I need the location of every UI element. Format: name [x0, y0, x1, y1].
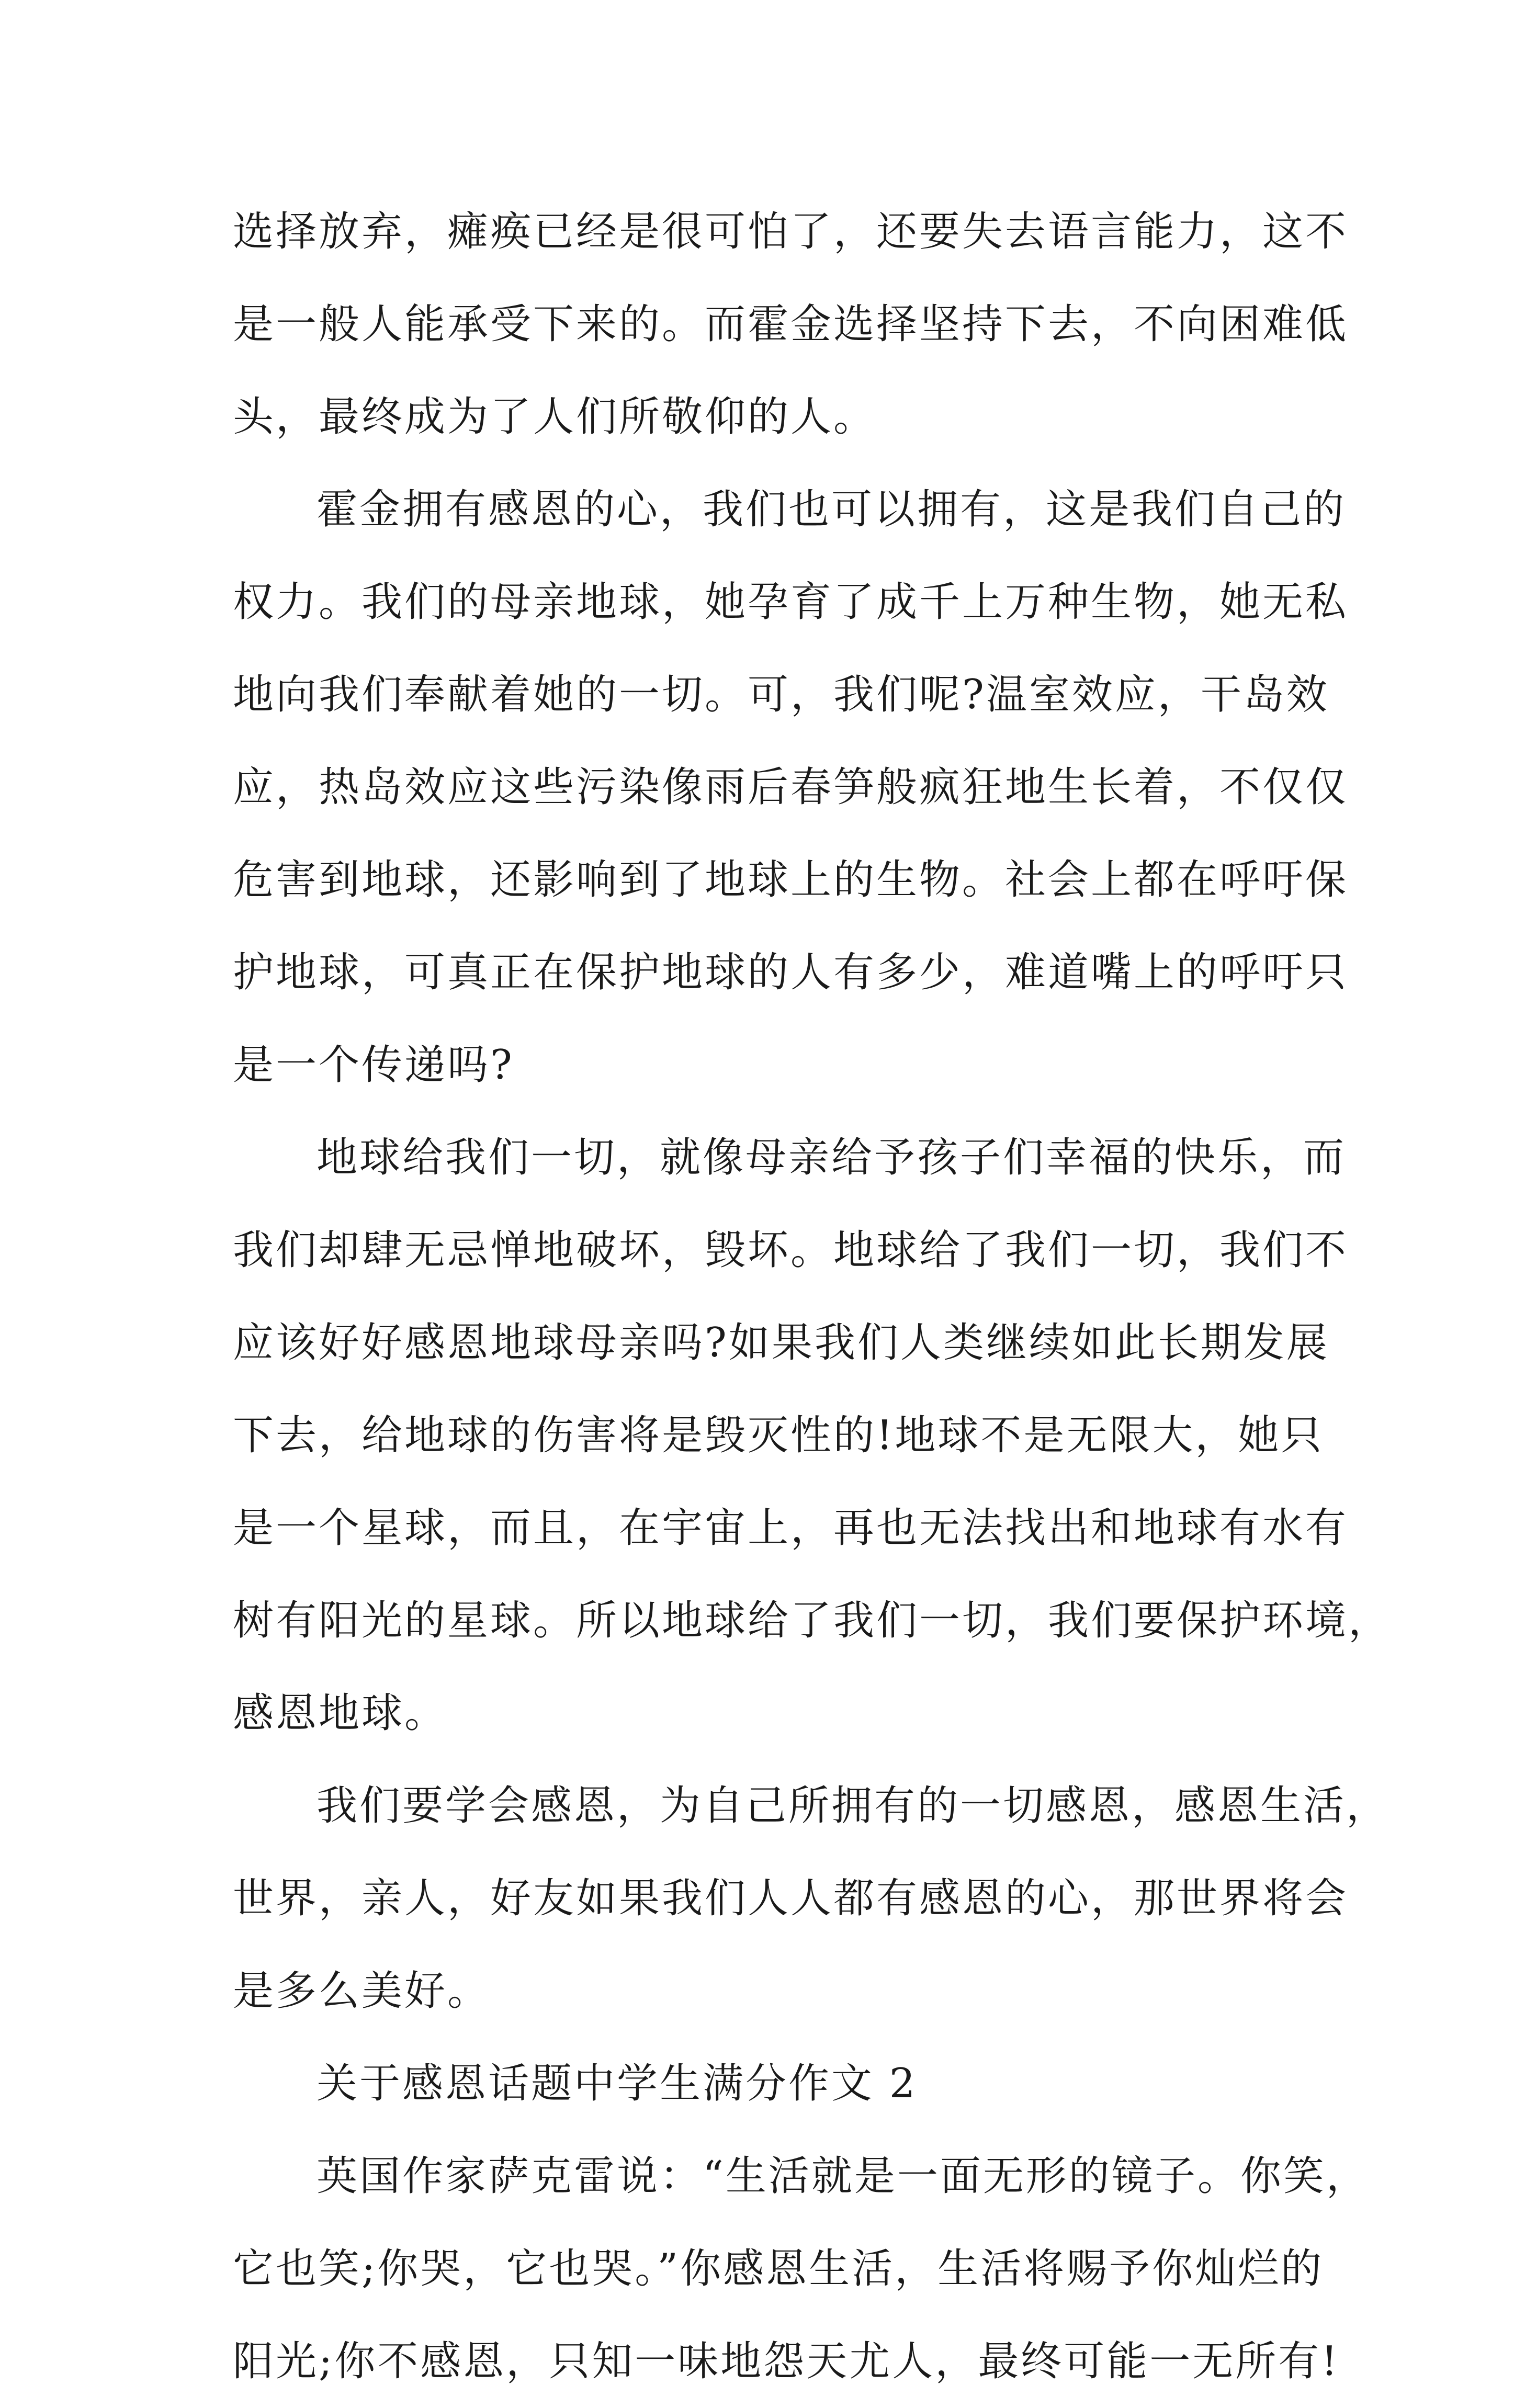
- text-line: 世界，亲人，好友如果我们人人都有感恩的心，那世界将会: [233, 1875, 1349, 1922]
- paragraph-first-line: 霍金拥有感恩的心，我们也可以拥有，这是我们自己的: [317, 486, 1347, 533]
- text-line: 危害到地球，还影响到了地球上的生物。社会上都在呼吁保: [233, 856, 1349, 903]
- text-line: 感恩地球。: [233, 1690, 448, 1737]
- text-line: 应，热岛效应这些污染像雨后春笋般疯狂地生长着，不仅仅: [233, 764, 1349, 811]
- text-line: 它也笑;你哭，它也哭。”你感恩生活，生活将赐予你灿烂的: [233, 2245, 1324, 2292]
- paragraph-first-line: 英国作家萨克雷说：“生活就是一面无形的镜子。你笑，: [317, 2153, 1369, 2200]
- text-line: 树有阳光的星球。所以地球给了我们一切，我们要保护环境，: [233, 1597, 1392, 1644]
- text-line: 是一个星球，而且，在宇宙上，再也无法找出和地球有水有: [233, 1505, 1349, 1552]
- text-line: 我们却肆无忌惮地破坏，毁坏。地球给了我们一切，我们不: [233, 1227, 1349, 1274]
- text-line: 是多么美好。: [233, 1968, 491, 2015]
- paragraph-first-line: 我们要学会感恩，为自己所拥有的一切感恩，感恩生活，: [317, 1782, 1389, 1829]
- text-line: 选择放弃，瘫痪已经是很可怕了，还要失去语言能力，这不: [233, 208, 1349, 255]
- text-line: 头，最终成为了人们所敬仰的人。: [233, 393, 877, 440]
- section-heading: 关于感恩话题中学生满分作文 2: [317, 2060, 918, 2107]
- text-line: 权力。我们的母亲地球，她孕育了成千上万种生物，她无私: [233, 579, 1349, 626]
- text-line: 是一般人能承受下来的。而霍金选择坚持下去，不向困难低: [233, 301, 1349, 348]
- document-body: [233, 186, 1392, 2408]
- text-line: 阳光;你不感恩，只知一味地怨天尤人，最终可能一无所有!: [233, 2338, 1340, 2385]
- text-line: 地向我们奉献着她的一切。可，我们呢?温室效应，干岛效: [233, 671, 1329, 718]
- text-line: 护地球，可真正在保护地球的人有多少，难道嘴上的呼吁只: [233, 949, 1349, 996]
- text-line: 下去，给地球的伤害将是毁灭性的!地球不是无限大，她只: [233, 1412, 1324, 1459]
- text-line: 是一个传递吗?: [233, 1042, 514, 1089]
- text-line: 应该好好感恩地球母亲吗?如果我们人类继续如此长期发展: [233, 1319, 1329, 1366]
- paragraph-first-line: 地球给我们一切，就像母亲给予孩子们幸福的快乐，而: [317, 1134, 1347, 1181]
